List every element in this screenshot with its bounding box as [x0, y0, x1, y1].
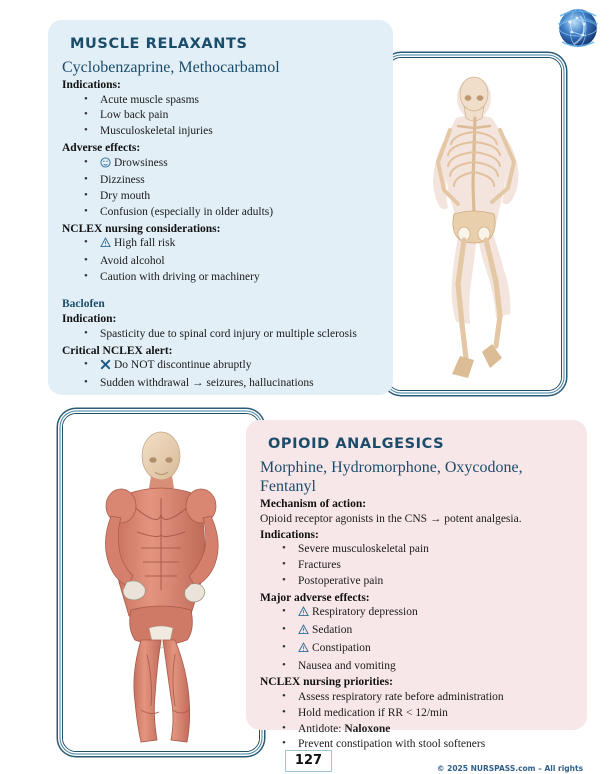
list-item-text: Do NOT discontinue abruptly	[114, 358, 252, 371]
critical-alert-heading: Critical NCLEX alert:	[62, 344, 173, 357]
baclofen-subtitle: Baclofen	[62, 297, 105, 310]
list-item-text: Fractures	[298, 558, 341, 571]
list-item-text: Constipation	[312, 641, 371, 654]
list-item	[282, 623, 577, 641]
nclex-priorities-heading: NCLEX nursing priorities:	[260, 676, 393, 689]
list-item-text: Sedation	[312, 623, 353, 636]
list-item	[282, 706, 577, 722]
list-item-text: Postoperative pain	[298, 574, 384, 587]
list-item-text: Respiratory depression	[312, 606, 418, 619]
list-item	[84, 236, 381, 254]
indications-list	[62, 93, 381, 141]
nclex-considerations-list	[62, 236, 381, 286]
mechanism-of-action-text: Opioid receptor agonists in the CNS → potent analgesia.	[260, 512, 522, 525]
list-item	[282, 605, 577, 623]
critical-alert-list	[62, 358, 381, 392]
nclex-considerations-heading: NCLEX nursing considerations:	[62, 222, 221, 235]
list-item-text: Hold medication if RR < 12/min	[298, 706, 448, 719]
list-item-text: Spasticity due to spinal cord injury or multiple sclerosis	[100, 327, 357, 340]
warning-triangle-icon	[298, 606, 309, 623]
list-item	[84, 93, 381, 109]
list-item-text: Severe musculoskeletal pain	[298, 543, 429, 556]
list-item	[84, 173, 381, 189]
list-item	[84, 327, 381, 343]
skeleton-figure-image	[388, 58, 561, 390]
adverse-effects-heading: Adverse effects:	[62, 142, 141, 155]
major-adverse-effects-heading: Major adverse effects:	[260, 591, 370, 604]
warning-triangle-icon	[298, 642, 309, 659]
warning-triangle-icon	[298, 624, 309, 641]
list-item	[84, 108, 381, 124]
list-item-text: Acute muscle spasms	[100, 93, 200, 106]
muscle-relaxants-card	[48, 20, 393, 395]
baclofen-indication-list	[62, 327, 381, 343]
list-item	[84, 156, 381, 174]
warning-triangle-icon	[100, 237, 111, 254]
list-item	[282, 641, 577, 659]
list-item	[282, 690, 577, 706]
opioid-indications-list	[260, 542, 577, 590]
page-number: 127	[285, 750, 332, 772]
skeleton-figure-frame	[387, 57, 562, 391]
list-item	[282, 659, 577, 675]
x-mark-icon	[100, 359, 111, 376]
spacer	[62, 286, 381, 296]
list-item	[84, 124, 381, 140]
list-item	[84, 189, 381, 205]
list-item	[282, 722, 577, 738]
mechanism-of-action-heading: Mechanism of action:	[260, 498, 367, 511]
list-item-text: Dry mouth	[100, 190, 151, 203]
copyright-notice: © 2025 NURSPASS.com – All rights	[437, 764, 584, 773]
opioid-indications-heading: Indications:	[260, 528, 319, 541]
list-item	[282, 558, 577, 574]
list-item-text: Musculoskeletal injuries	[100, 125, 213, 138]
list-item-text: Caution with driving or machinery	[100, 271, 260, 284]
list-item	[282, 542, 577, 558]
list-item-text: Confusion (especially in older adults)	[100, 206, 274, 219]
list-item-text: Antidote:	[298, 722, 345, 735]
sleepy-face-icon	[100, 157, 111, 174]
muscle-figure-frame	[62, 413, 260, 752]
list-item	[84, 254, 381, 270]
list-item-text: Prevent constipation with stool softeners	[298, 738, 486, 751]
list-item-text: Dizziness	[100, 174, 145, 187]
opioid-analgesics-drug-names: Morphine, Hydromorphone, Oxycodone, Fentanyl	[260, 459, 523, 496]
list-item-text: Drowsiness	[114, 156, 168, 169]
nclex-priorities-list	[260, 690, 577, 753]
opioid-analgesics-card	[246, 420, 587, 751]
baclofen-indication-heading: Indication:	[62, 313, 117, 326]
opioid-analgesics-title: OPIOID ANALGESICS	[268, 436, 445, 452]
major-adverse-effects-list	[260, 605, 577, 674]
muscle-relaxants-title: MUSCLE RELAXANTS	[70, 36, 248, 52]
muscle-relaxants-drug-names: Cyclobenzaprine, Methocarbamol	[62, 59, 280, 76]
indications-heading: Indications:	[62, 79, 121, 92]
antidote-name: Naloxone	[344, 722, 391, 735]
adverse-effects-list	[62, 156, 381, 221]
list-item-text: Sudden withdrawal → seizures, hallucinations	[100, 376, 314, 389]
list-item-text: High fall risk	[114, 237, 176, 250]
list-item	[84, 358, 381, 376]
list-item-text: Low back pain	[100, 109, 169, 122]
muscle-figure-image	[63, 414, 259, 751]
list-item	[84, 270, 381, 286]
list-item-text: Assess respiratory rate before administration	[298, 690, 504, 703]
list-item-text: Nausea and vomiting	[298, 659, 396, 672]
globe-network-logo	[550, 2, 606, 54]
list-item	[84, 205, 381, 221]
list-item	[282, 574, 577, 590]
list-item-text: Avoid alcohol	[100, 255, 165, 268]
list-item	[84, 376, 381, 392]
